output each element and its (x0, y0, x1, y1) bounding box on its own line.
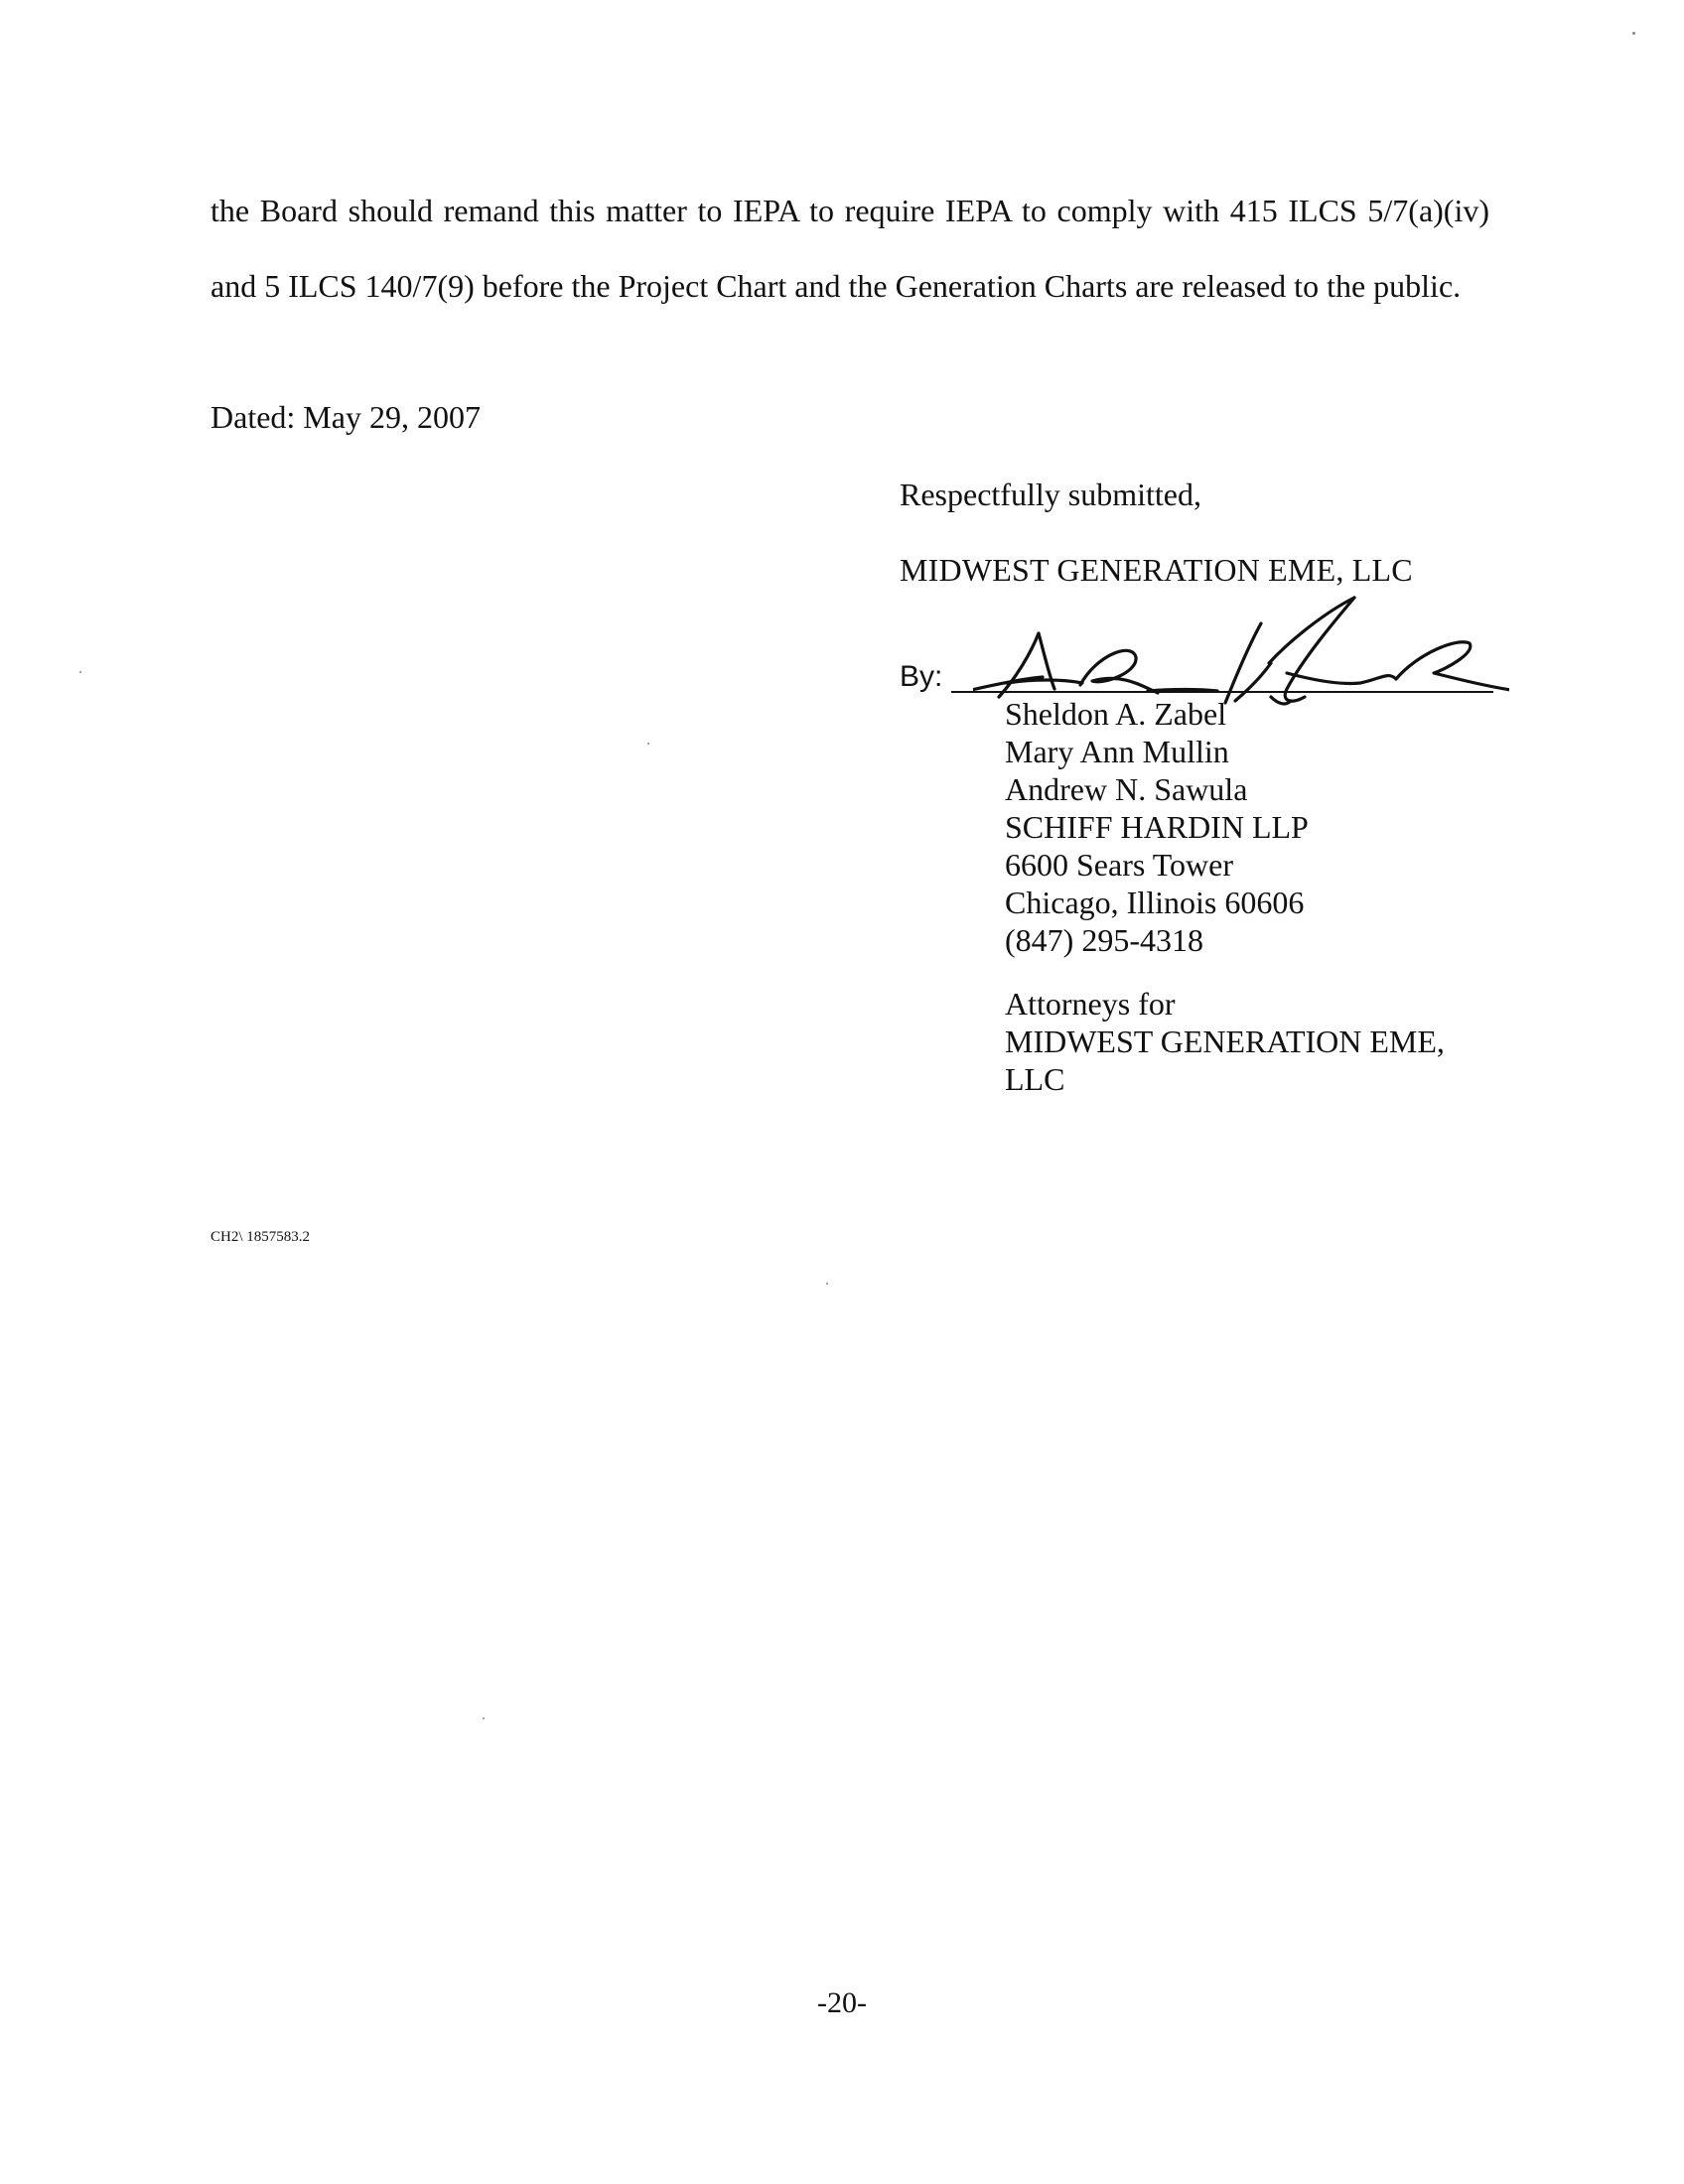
page-number: -20- (817, 1986, 867, 2019)
attorneys-for-line: MIDWEST GENERATION EME, (1005, 1024, 1445, 1059)
date-line: Dated: May 29, 2007 (210, 399, 481, 435)
document-id: CH2\ 1857583.2 (210, 1229, 311, 1245)
firm-name: SCHIFF HARDIN LLP (1005, 809, 1309, 845)
scan-speck (826, 1283, 828, 1285)
signer-name: Mary Ann Mullin (1005, 734, 1229, 769)
signer-name: Andrew N. Sawula (1005, 771, 1248, 807)
scan-speck (79, 671, 81, 673)
attorneys-for-line: LLC (1005, 1061, 1065, 1097)
scan-speck (483, 1717, 485, 1719)
scan-speck (647, 743, 649, 745)
firm-city: Chicago, Illinois 60606 (1005, 885, 1305, 920)
attorneys-for-line: Attorneys for (1005, 986, 1176, 1022)
company-name: MIDWEST GENERATION EME, LLC (900, 552, 1413, 588)
body-paragraph: the Board should remand this matter to IEPA to require IEPA to comply with 415 ILCS 5/7(a)(iv) and 5 ILCS 140/7(9) before the Project Chart and the Generation Charts are released to the public. (210, 193, 1489, 304)
firm-phone: (847) 295-4318 (1005, 922, 1203, 958)
firm-address: 6600 Sears Tower (1005, 847, 1234, 883)
signer-name: Sheldon A. Zabel (1005, 696, 1227, 732)
scan-speck (1632, 32, 1635, 35)
signer-block (1005, 695, 1309, 959)
by-label: By: (900, 660, 943, 693)
closing-line: Respectfully submitted, (900, 477, 1201, 512)
attorneys-for-block (1005, 985, 1445, 1098)
